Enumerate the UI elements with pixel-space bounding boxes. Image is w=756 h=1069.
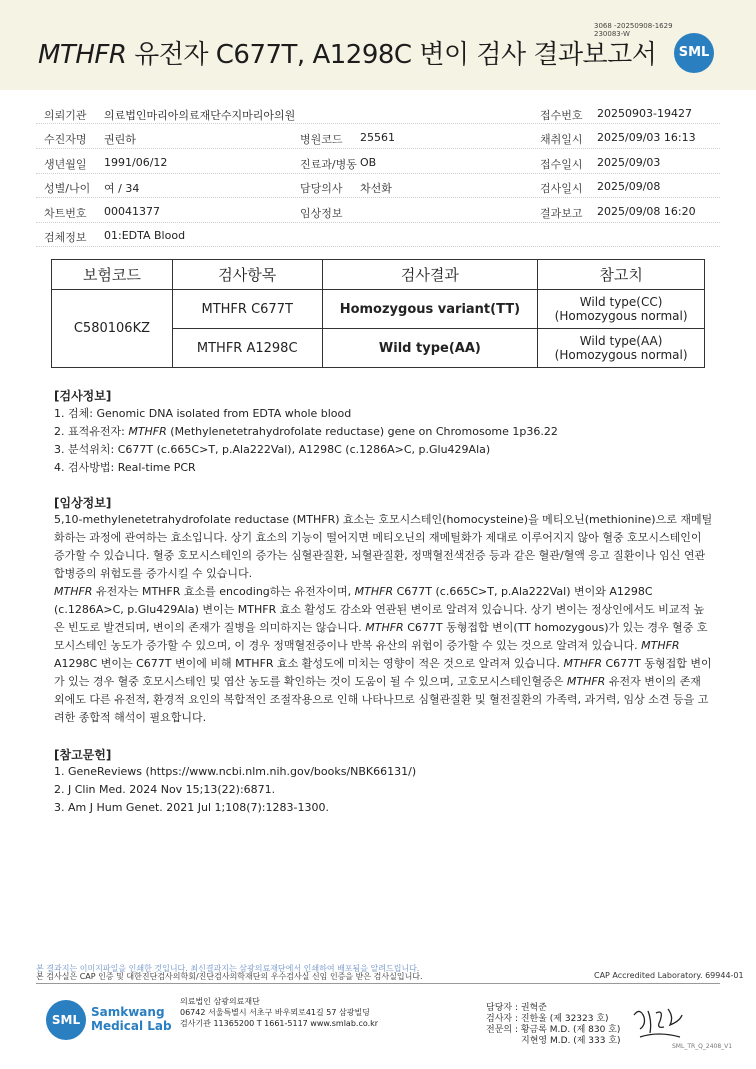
test-info-line: 1. 검체: Genomic DNA isolated from EDTA whole blood — [54, 407, 352, 420]
chart-value: 00041377 — [104, 205, 160, 218]
hospital-code-label: 병원코드 — [300, 133, 343, 146]
references-title: [참고문헌] — [54, 748, 112, 762]
received-value: 2025/09/03 — [597, 156, 661, 169]
doctor-value: 차선화 — [360, 182, 392, 195]
sml-logo-icon: SML — [46, 1000, 86, 1040]
footer-divider — [36, 983, 720, 984]
cap-accreditation: CAP Accredited Laboratory. 69944-01 — [594, 971, 744, 980]
received-label: 접수일시 — [540, 158, 583, 171]
dob-label: 생년월일 — [44, 158, 87, 171]
info-divider — [36, 173, 720, 174]
sex-age-value: 여 / 34 — [104, 182, 140, 195]
collect-value: 2025/09/03 16:13 — [597, 131, 696, 144]
test-result-cell: Wild type(AA) — [322, 329, 538, 368]
tested-value: 2025/09/08 — [597, 180, 661, 193]
test-item-cell: MTHFR C677T — [172, 290, 322, 329]
reported-value: 2025/09/08 16:20 — [597, 205, 696, 218]
header-insurance-code: 보험코드 — [52, 260, 173, 290]
institution-label: 의뢰기관 — [44, 109, 87, 122]
test-info-line: 3. 분석위치: C677T (c.665C>T, p.Ala222Val), A1298C (c.1286A>C, p.Glu429Ala) — [54, 443, 491, 456]
info-divider — [36, 148, 720, 149]
lab-name: Samkwang Medical Lab — [91, 1005, 172, 1033]
document-code: 3068 -20250908-1629 230083-W — [594, 22, 673, 38]
info-divider — [36, 197, 720, 198]
reported-label: 결과보고 — [540, 207, 583, 220]
table-row — [52, 290, 705, 329]
info-divider — [36, 222, 720, 223]
header-test-item: 검사항목 — [172, 260, 322, 290]
report-title: MTHFR 유전자 C677T, A1298C 변이 검사 결과보고서 — [38, 40, 657, 70]
reference-item: 3. Am J Hum Genet. 2021 Jul 1;108(7):1283-1300. — [54, 801, 329, 814]
dept-value: OB — [360, 156, 377, 169]
dept-label: 진료과/병동 — [300, 158, 357, 171]
chart-label: 차트번호 — [44, 207, 87, 220]
certification-note: 본 검사실은 CAP 인증 및 대한진단검사의학회/진단검사의학재단의 우수검사실 신임 인증을 받은 검사실입니다. — [36, 972, 423, 981]
reference-item: 2. J Clin Med. 2024 Nov 15;13(22):6871. — [54, 783, 276, 796]
sex-age-label: 성별/나이 — [44, 182, 91, 195]
form-code: SML_TR_Q_2408_V1 — [672, 1043, 733, 1050]
name-value: 권린하 — [104, 133, 136, 146]
hospital-code-value: 25561 — [360, 131, 395, 144]
info-divider — [36, 246, 720, 247]
receipt-no-value: 20250903-19427 — [597, 107, 692, 120]
header-reference: 참고치 — [538, 260, 705, 290]
test-item-cell: MTHFR A1298C — [172, 329, 322, 368]
collect-label: 채취일시 — [540, 133, 583, 146]
institution-value: 의료법인마리아의료재단수지마리아의원 — [104, 109, 296, 122]
tested-label: 검사일시 — [540, 182, 583, 195]
reference-cell: Wild type(AA) (Homozygous normal) — [538, 329, 705, 368]
signature-icon — [630, 1003, 686, 1043]
clinical-label: 임상정보 — [300, 207, 343, 220]
signers: 담당자 : 권혁준 검사자 : 진한울 (제 32323 호) 전문의 : 황금록 M.D. (제 830 호) 지현영 M.D. (제 333 호) — [486, 1003, 621, 1046]
info-divider — [36, 123, 720, 124]
insurance-code-cell: C580106KZ — [52, 290, 173, 368]
doctor-label: 담당의사 — [300, 182, 343, 195]
name-label: 수진자명 — [44, 133, 87, 146]
lab-address: 의료법인 삼광의료재단 06742 서울특별시 서초구 바우뫼로41길 57 삼광빌딩 검사기관 11365200 T 1661-5117 www.smlab.co.kr — [180, 997, 379, 1028]
header-test-result: 검사결과 — [322, 260, 538, 290]
dob-value: 1991/06/12 — [104, 156, 168, 169]
results-table — [51, 259, 705, 368]
print-notice: 본 결과지는 이미지파일을 인쇄한 것입니다. 최신결과지는 삼광의료재단에서 인쇄하여 배포됨을 알려드립니다. — [36, 964, 420, 973]
clinical-info-title: [임상정보] — [54, 496, 112, 510]
receipt-no-label: 접수번호 — [540, 109, 583, 122]
results-header-row — [52, 260, 705, 290]
test-result-cell: Homozygous variant(TT) — [322, 290, 538, 329]
clinical-info-body — [54, 511, 714, 727]
clinical-paragraph: 5,10-methylenetetrahydrofolate reductase (MTHFR) 효소는 호모시스테인(homocysteine)을 메티오닌(methionine)으로 재메틸화하는 과정에 관여하는 효소입니다. 상기 효소의 기능이 떨어지면 메티오닌의 재메틸화가 제대로 이루어지지 않아 혈중 호모시스테인이 증가할 수 있습니다. 혈중 호모시스테인의 증가는 심혈관질환, 뇌혈관질환, 정맥혈전색전증 등과 같은 혈관/혈액 응고 질환이나 임신 연관 합병증의 위험도를 증가시킬 수 있습니다. — [54, 513, 713, 580]
test-info-title: [검사정보] — [54, 389, 112, 403]
reference-item: 1. GeneReviews (https://www.ncbi.nlm.nih.gov/books/NBK66131/) — [54, 765, 417, 778]
clinical-paragraph: MTHFR 유전자는 MTHFR 효소를 encoding하는 유전자이며, MTHFR C677T (c.665C>T, p.Ala222Val) 변이와 A1298C (c.1286A>C, p.Glu429Ala) 변이는 MTHFR 효소 활성도 감소와 연관된 변이로 알려져 있습니다. 상기 변이는 정상인에서도 비교적 높은 빈도로 발견되며, 변이의 존재가 질병을 의미하지는 않습니다. MTHFR C677T 동형접합 변이(TT homozygous)가 있는 경우 혈중 호모시스테인 농도가 증가할 수 있으며, 이 경우 정맥혈전증이나 반복 유산의 위험이 증가할 수 있는 것으로 알려져 있습니다. MTHFR A1298C 변이는 C677T 변이에 비해 MTHFR 효소 활성도에 미치는 영향이 적은 것으로 알려져 있습니다. MTHFR C677T 동형접합 변이가 있는 경우 혈중 호모시스테인 및 엽산 농도를 확인하는 것이 도움이 될 수 있으며, 고호모시스테인혈증은 MTHFR 유전자 변이의 존재 외에도 다른 유전적, 환경적 요인의 복합적인 조절작용으로 인해 나타나므로 심혈관질환 및 혈전질환의 가족력, 과거력, 임상 소견 등을 고려한 종합적 해석이 필요합니다. — [54, 585, 712, 724]
test-info-line: 4. 검사방법: Real-time PCR — [54, 461, 196, 474]
specimen-value: 01:EDTA Blood — [104, 229, 186, 242]
test-info-line: 2. 표적유전자: MTHFR (Methylenetetrahydrofolate reductase) gene on Chromosome 1p36.22 — [54, 425, 558, 438]
specimen-label: 검체정보 — [44, 231, 87, 244]
reference-cell: Wild type(CC) (Homozygous normal) — [538, 290, 705, 329]
sml-logo-header: SML — [674, 33, 714, 73]
